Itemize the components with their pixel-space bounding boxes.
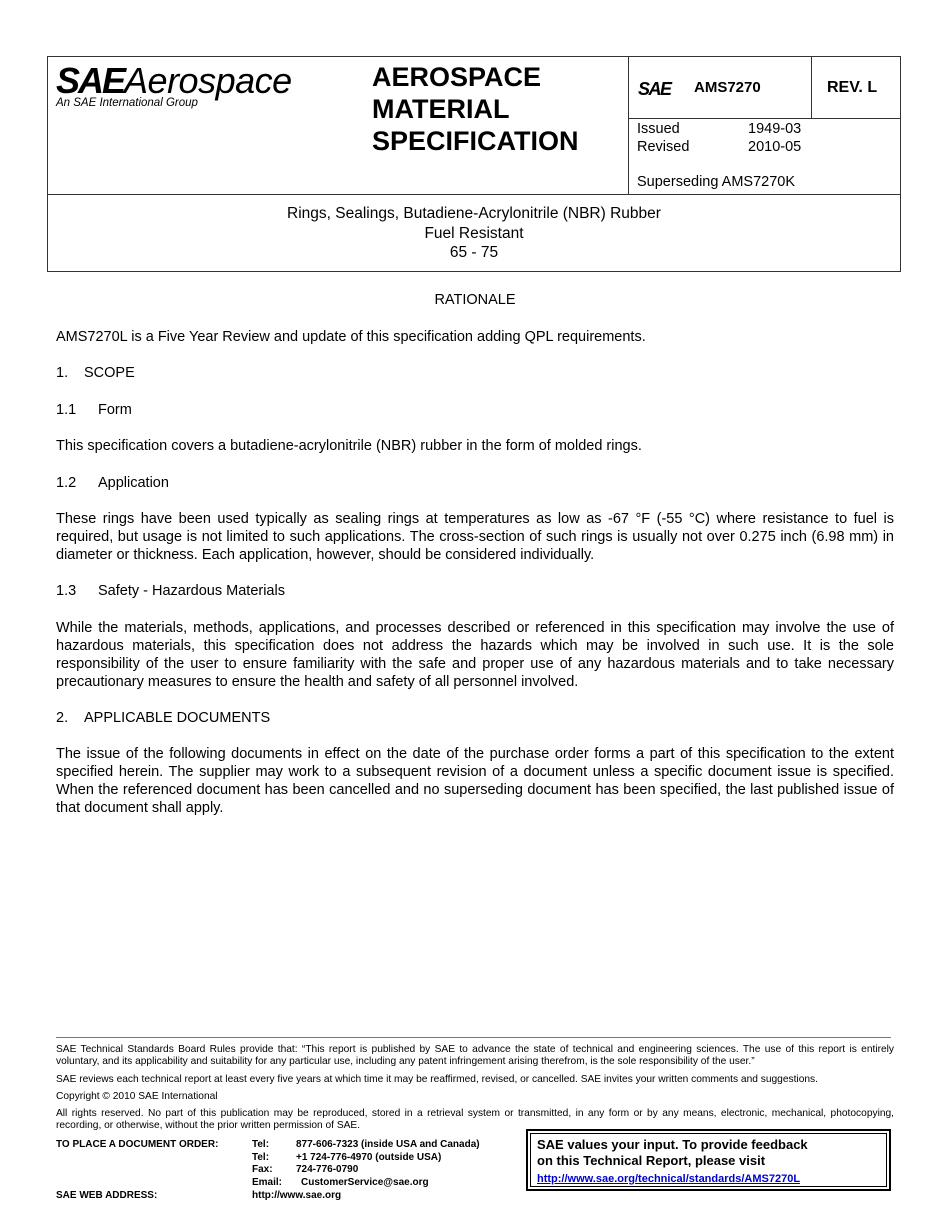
section-1-3-text: While the materials, methods, applications, and processes described or referenced in this specification may involve the use of hazardous materials, this specification does not address the hazards which may be involved in such use. It is the sole responsibility of the user to ensure familiarity with the safe and proper use of any hazardous materials and to take necessary precautionary measures to ensure the health and safety of all personnel involved.: [56, 620, 894, 690]
section-1-3-heading: [56, 582, 894, 600]
email-address: CustomerService@sae.org: [301, 1177, 429, 1189]
document-type: [372, 61, 579, 157]
document-type-line: SPECIFICATION: [372, 126, 579, 156]
title-line: Fuel Resistant: [424, 224, 524, 242]
section-2-text: The issue of the following documents in effect on the date of the purchase order forms a part of this specification to the extent specified herein. The supplier may work to a subsequent revision of a document unless a specific document issue is specified. When the referenced document has been cancelled and no superseding document has been specified, the last published issue of that document shall apply.: [56, 746, 894, 816]
web-label: SAE WEB ADDRESS:: [56, 1190, 158, 1201]
header-divider: [48, 194, 900, 195]
tel-label: Tel:: [252, 1139, 270, 1150]
fax-number: 724-776-0790: [296, 1164, 359, 1176]
section-title: Safety - Hazardous Materials: [98, 583, 285, 599]
tel-number: +1 724-776-4970 (outside USA): [296, 1151, 442, 1163]
tel-number: 877-606-7323 (inside USA and Canada): [296, 1139, 480, 1150]
review-notice: SAE reviews each technical report at least every five years at which time it may be reaffirmed, revised, or cancelled. SAE invites your written comments and suggestions.: [56, 1074, 818, 1085]
header-divider-vertical: [628, 57, 629, 194]
section-title: SCOPE: [84, 365, 135, 381]
feedback-text: on this Technical Report, please visit: [537, 1153, 766, 1168]
title-line: 65 - 75: [449, 244, 499, 261]
section-number: 1.: [56, 365, 69, 381]
document-type-line: MATERIAL: [372, 94, 510, 124]
email-label: Email:: [252, 1177, 283, 1189]
superseding-note: Superseding AMS7270K: [637, 174, 795, 190]
section-1-2-text: These rings have been used typically as sealing rings at temperatures as low as -67 °F (-55 °C) where resistance to fuel is required, but usage is not limited to such applications. The cross-section of such rings is usually not over 0.275 inch (6.98 mm) in diameter or thickness. Each application, however, should be considered individually.: [56, 511, 894, 563]
footer-divider: [56, 1037, 891, 1038]
section-number: 2.: [56, 710, 69, 726]
feedback-box: [526, 1129, 891, 1191]
section-title: Application: [98, 475, 169, 491]
section-title: Form: [98, 402, 132, 418]
rights-notice: All rights reserved. No part of this publication may be reproduced, stored in a retrieval system or transmitted, in any form or by any means, electronic, mechanical, photocopying, recording, or otherwise, without the prior written permission of SAE.: [56, 1108, 894, 1131]
issued-label: Issued: [637, 121, 680, 137]
section-1-1-text: This specification covers a butadiene-acrylonitrile (NBR) rubber in the form of molded rings.: [56, 438, 642, 454]
document-title: [48, 204, 900, 263]
title-line: Rings, Sealings, Butadiene-Acrylonitrile (NBR) Rubber: [287, 205, 661, 222]
rationale-text: AMS7270L is a Five Year Review and update of this specification adding QPL requirements.: [56, 329, 646, 345]
section-title: APPLICABLE DOCUMENTS: [84, 710, 271, 726]
standards-board-rules: SAE Technical Standards Board Rules provide that: “This report is published by SAE to advance the state of technical and engineering sciences. The use of this report is entirely voluntary, and its applicability and suitability for any particular use, including any patent infringement arising therefrom, is the sole responsibility of the user.”: [56, 1044, 894, 1067]
document-type-line: AEROSPACE: [372, 62, 542, 92]
section-1-1-heading: [56, 401, 894, 419]
copyright: Copyright © 2010 SAE International: [56, 1091, 218, 1102]
section-number: 1.1: [56, 402, 77, 418]
feedback-text: SAE values your input. To provide feedback: [537, 1137, 808, 1152]
section-1-2-heading: [56, 474, 894, 492]
tel-label: Tel:: [252, 1151, 270, 1163]
order-label: TO PLACE A DOCUMENT ORDER:: [56, 1139, 219, 1150]
feedback-link[interactable]: http://www.sae.org/technical/standards/AMS7270L: [537, 1173, 801, 1185]
section-number: 1.3: [56, 583, 77, 599]
header-divider-vertical-rev: [811, 57, 812, 118]
sae-mark-logo: SAE: [638, 79, 671, 99]
fax-label: Fax:: [252, 1164, 273, 1176]
logo-subtitle: An SAE International Group: [56, 97, 198, 109]
revision-label: REV. L: [827, 79, 878, 96]
revised-label: Revised: [637, 139, 690, 155]
logo-aerospace-text: Aerospace: [124, 60, 292, 101]
web-address: http://www.sae.org: [252, 1190, 342, 1201]
sae-aerospace-logo: [56, 61, 296, 113]
section-number: 1.2: [56, 475, 77, 491]
header-divider-docno: [628, 118, 900, 119]
issue-dates: [637, 120, 801, 156]
section-1-heading: [56, 364, 894, 382]
logo-sae-text: SAE: [56, 60, 125, 101]
header-table: [47, 56, 901, 272]
rationale-heading: RATIONALE: [434, 292, 516, 308]
issued-date: 1949-03: [748, 121, 802, 137]
revised-date: 2010-05: [748, 139, 802, 155]
section-2-heading: [56, 709, 894, 727]
document-number: AMS7270: [694, 79, 761, 96]
